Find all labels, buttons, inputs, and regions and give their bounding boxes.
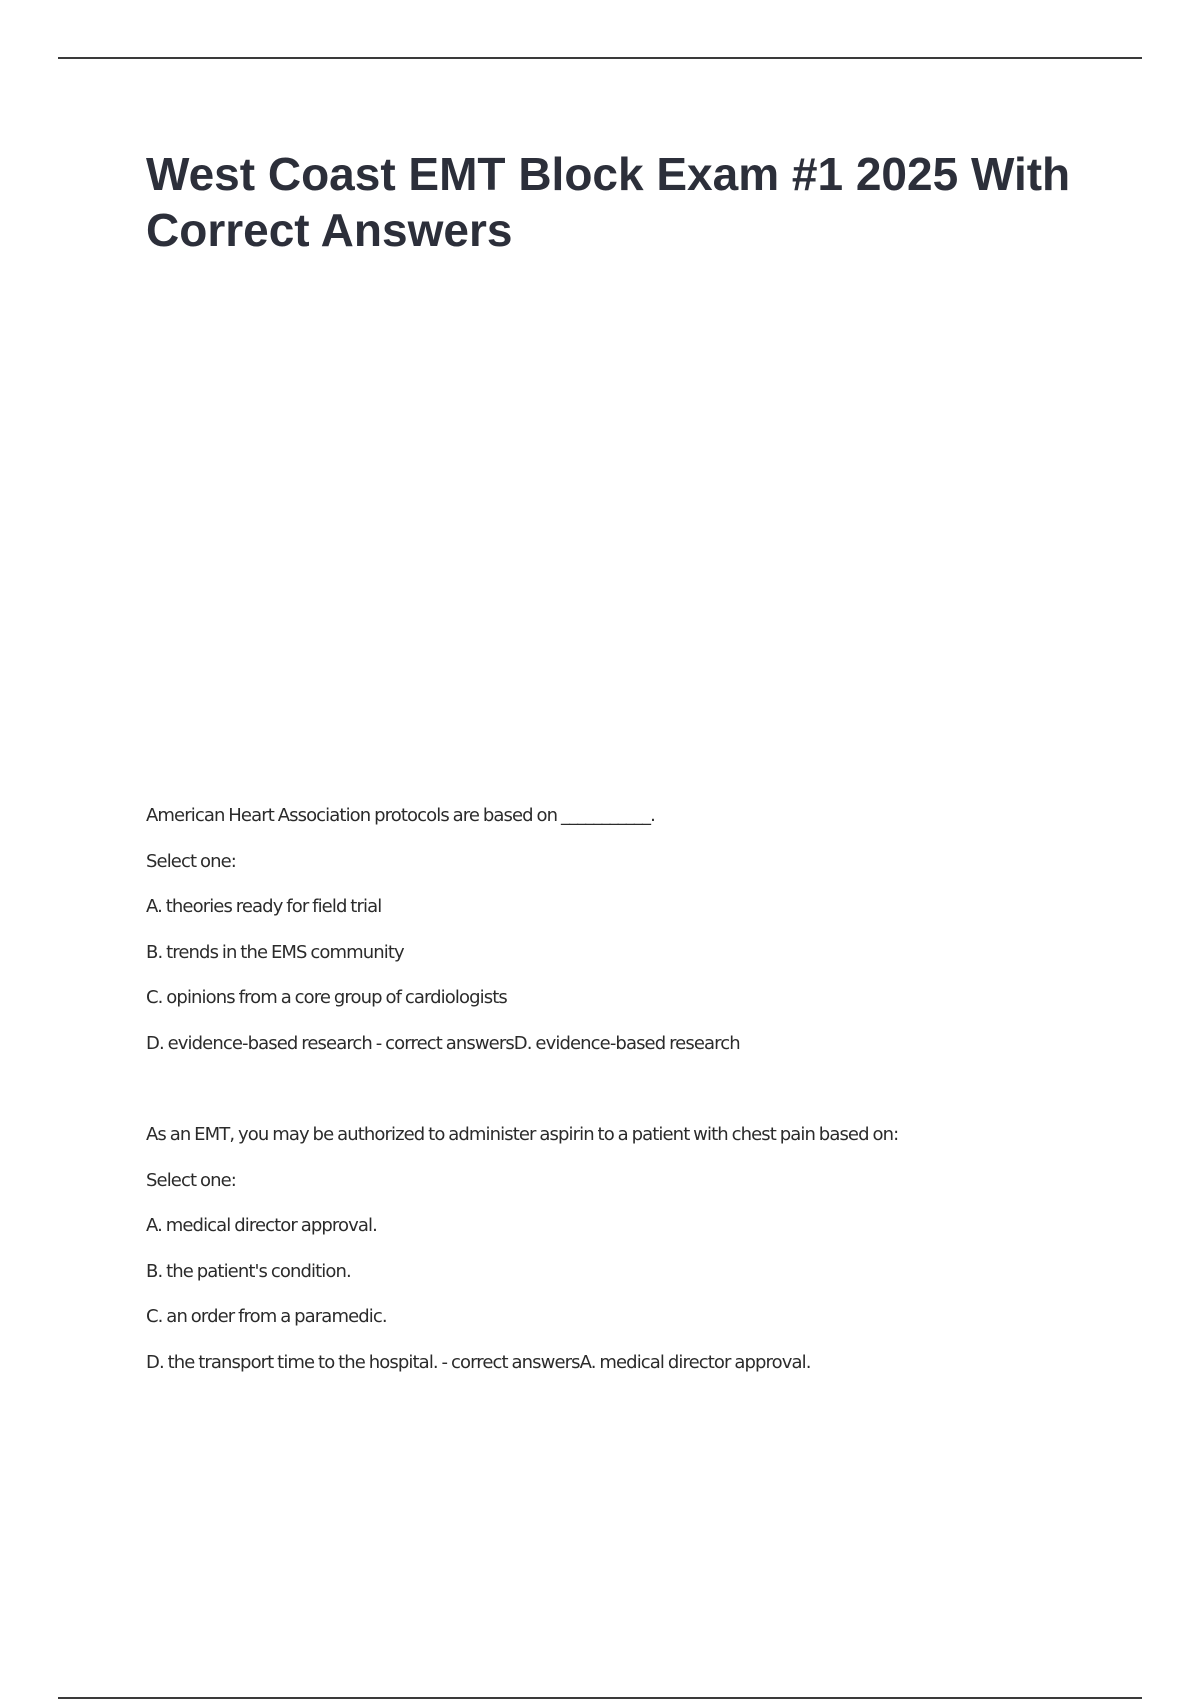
option-d-with-answer: D. evidence-based research - correct answersD. evidence-based research xyxy=(146,1032,740,1054)
question-prompt: As an EMT, you may be authorized to administer aspirin to a patient with chest pain based on: xyxy=(146,1124,899,1145)
question-2 xyxy=(146,1124,1146,1397)
select-one-label: Select one: xyxy=(146,1169,236,1191)
option-d-with-answer: D. the transport time to the hospital. - correct answersA. medical director approval. xyxy=(146,1351,811,1373)
option-c: C. an order from a paramedic. xyxy=(146,1306,387,1327)
document-title: West Coast EMT Block Exam #1 2025 With Correct Answers xyxy=(146,148,1071,256)
select-one-label: Select one: xyxy=(146,850,236,872)
bottom-rule xyxy=(58,1697,1142,1699)
option-a: A. medical director approval. xyxy=(146,1215,377,1236)
top-rule xyxy=(58,57,1142,59)
option-b: B. trends in the EMS community xyxy=(146,941,404,963)
question-prompt: American Heart Association protocols are based on ___________. xyxy=(146,805,655,826)
question-1 xyxy=(146,805,1146,1078)
option-b: B. the patient's condition. xyxy=(146,1260,351,1282)
option-a: A. theories ready for field trial xyxy=(146,896,382,917)
option-c: C. opinions from a core group of cardiologists xyxy=(146,987,507,1008)
